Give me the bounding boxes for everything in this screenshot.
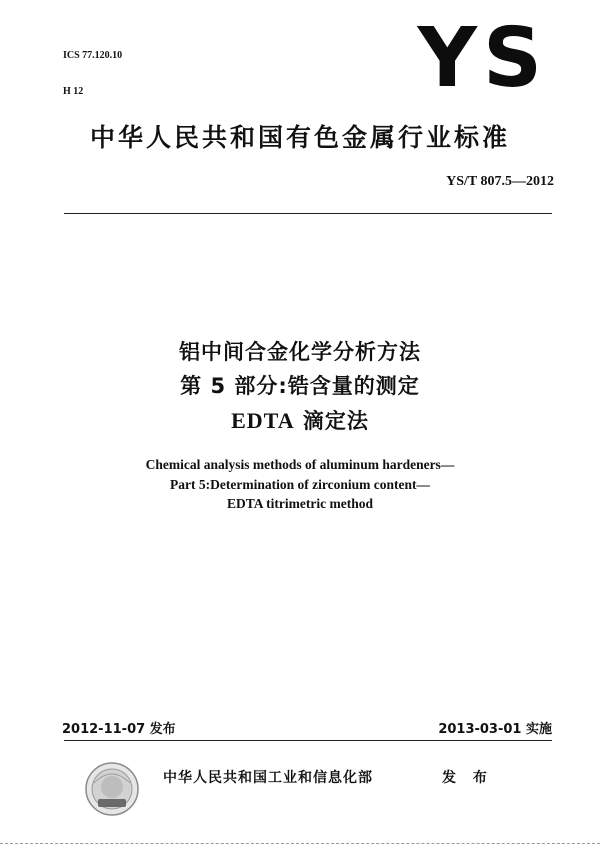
title-cn-line3 <box>0 405 600 435</box>
standard-category-title: 中华人民共和国有色金属行业标准 <box>89 123 510 152</box>
title-cn-line2: 第 5 部分:锆含量的测定 <box>180 374 420 398</box>
title-en-line1: Chemical analysis methods of aluminum hardeners— <box>145 457 455 472</box>
classification-codes <box>63 26 122 110</box>
issuing-authority: 中华人民共和国工业和信息化部 <box>163 770 373 786</box>
title-en-line2: Part 5:Determination of zirconium content— <box>170 477 430 492</box>
ics-code: ICS 77.120.10 <box>63 50 123 61</box>
title-cn-line3-cn: 滴定法 <box>294 409 369 433</box>
issue-label: 发 布 <box>442 770 493 786</box>
ccs-code: H 12 <box>63 86 84 97</box>
bottom-divider <box>64 740 552 741</box>
title-cn-line1: 铝中间合金化学分析方法 <box>179 340 421 364</box>
implementation-date: 2013-03-01 实施 <box>438 722 552 737</box>
title-en-line3: EDTA titrimetric method <box>227 496 373 511</box>
standard-number: YS/T 807.5—2012 <box>446 174 554 189</box>
ys-logo: YS <box>417 11 548 106</box>
title-cn-line3-latin: EDTA <box>231 408 295 433</box>
issue-date: 2012-11-07 发布 <box>62 722 176 737</box>
top-divider <box>64 213 552 214</box>
page-bottom-edge <box>0 843 600 844</box>
official-seal-stamp <box>84 761 140 817</box>
